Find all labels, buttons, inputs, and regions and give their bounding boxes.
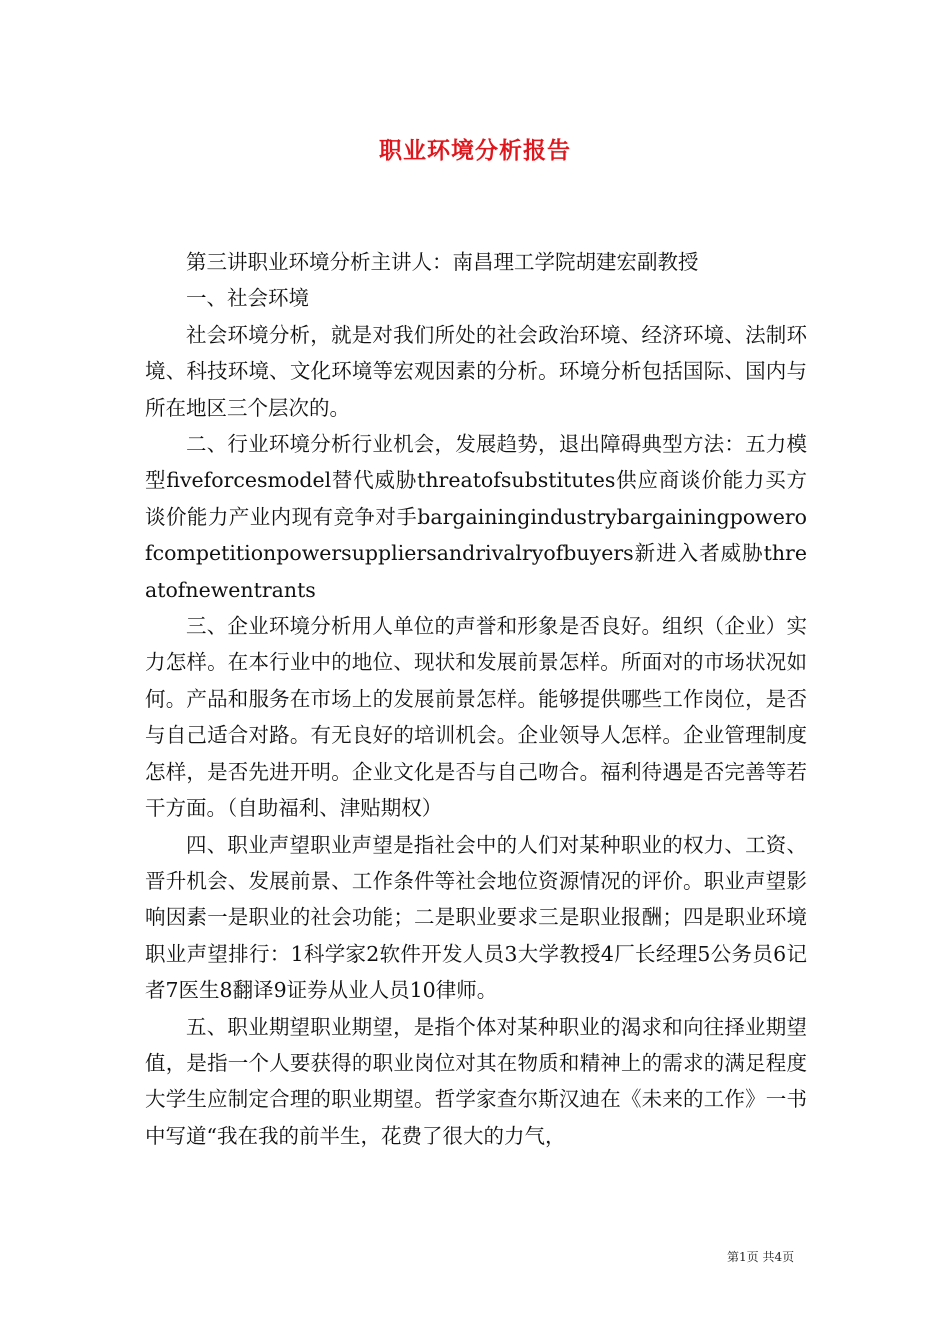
- paragraph-social-environment: 社会环境分析，就是对我们所处的社会政治环境、经济环境、法制环境、科技环境、文化环境等宏观因素的分析。环境分析包括国际、国内与所在地区三个层次的。: [145, 322, 807, 420]
- document-title: 职业环境分析报告: [379, 137, 571, 164]
- paragraph-occupational-expectation: 五、职业期望职业期望，是指个体对某种职业的渴求和向往择业期望值，是指一个人要获得的职业岗位对其在物质和精神上的需求的满足程度大学生应制定合理的职业期望。哲学家查尔斯汉迪在《未来的工作》一书中写道“我在我的前半生，花费了很大的力气，: [145, 1014, 807, 1148]
- paragraph-lecture-header: 第三讲职业环境分析主讲人：南昌理工学院胡建宏副教授: [186, 250, 699, 274]
- page-number-footer: 第1页 共4页: [727, 1250, 795, 1264]
- paragraph-section-1-heading: 一、社会环境: [186, 286, 309, 311]
- paragraph-enterprise-environment: 三、企业环境分析用人单位的声誉和形象是否良好。组织（企业）实力怎样。在本行业中的地位、现状和发展前景怎样。所面对的市场状况如何。产品和服务在市场上的发展前景怎样。能够提供哪些工作岗位，是否与自己适合对路。有无良好的培训机会。企业领导人怎样。企业管理制度怎样，是否先进开明。企业文化是否与自己吻合。福利待遇是否完善等若干方面。（自助福利、津贴期权）: [145, 614, 807, 821]
- paragraph-occupational-prestige: 四、职业声望职业声望是指社会中的人们对某种职业的权力、工资、晋升机会、发展前景、工作条件等社会地位资源情况的评价。职业声望影响因素一是职业的社会功能；二是职业要求三是职业报酬；四是职业环境职业声望排行：1科学家2软件开发人员3大学教授4厂长经理5公务员6记者7医生8翻译9证券从业人员10律师。: [145, 832, 807, 1003]
- document-body: [145, 244, 807, 1154]
- paragraph-industry-environment: 二、行业环境分析行业机会，发展趋势，退出障碍典型方法：五力模型fiveforcesmodel替代威胁threatofsubstitutes供应商谈价能力买方谈价能力产业内现有竞争对手bargainingindustrybargainingpowerofcompetitionpowersuppliersandrivalryofbuyers新进入者威胁threatofnewentrants: [145, 432, 807, 602]
